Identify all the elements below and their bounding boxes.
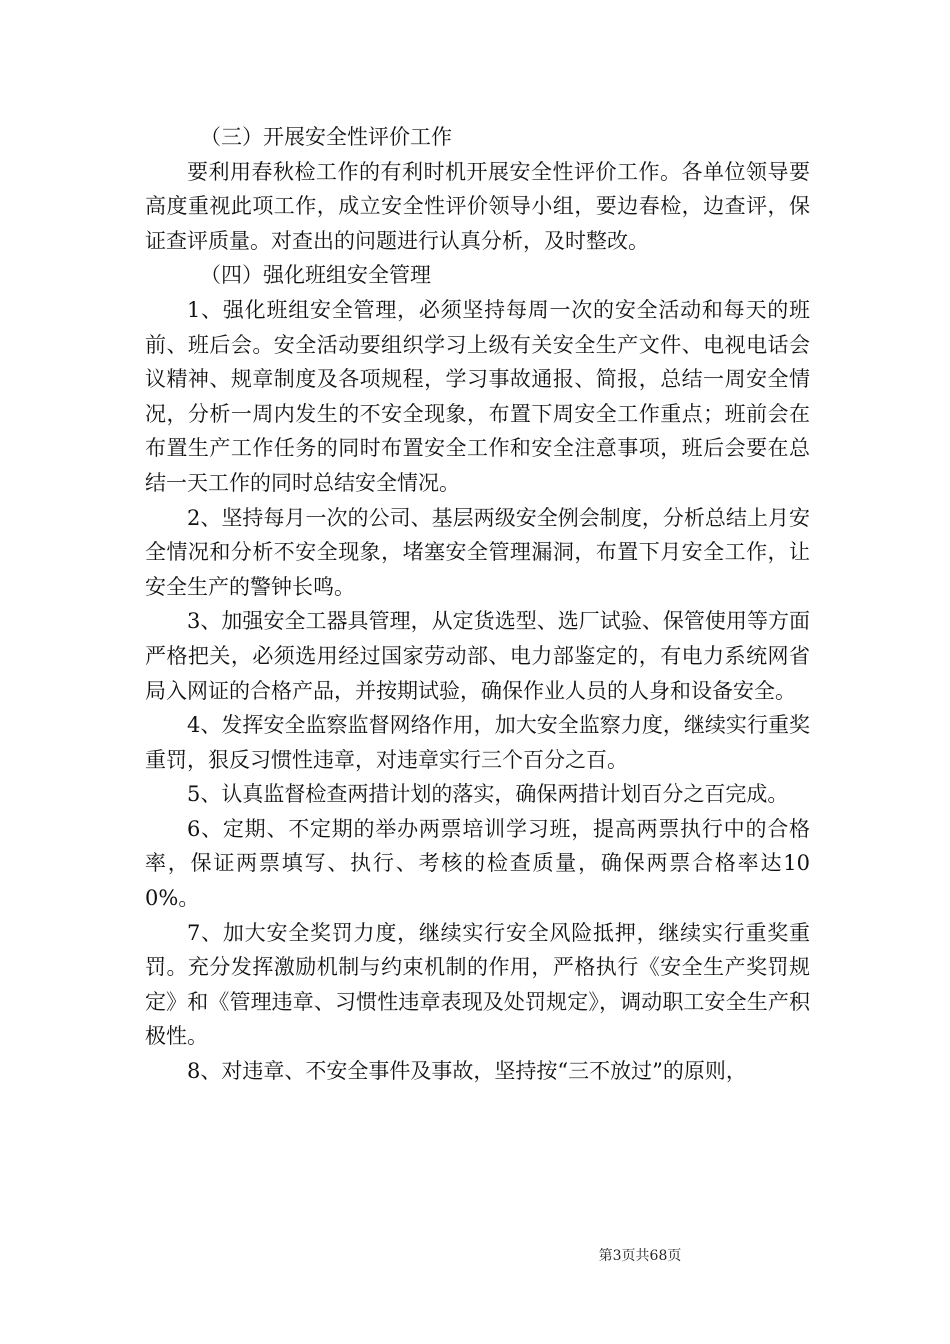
paragraph-item-2: 2、坚持每月一次的公司、基层两级安全例会制度，分析总结上月安全情况和分析不安全现象，堵塞安全管理漏洞，布置下月安全工作，让安全生产的警钟长鸣。 [145, 505, 810, 599]
paragraph-item-4: 4、发挥安全监察监督网络作用，加大安全监察力度，继续实行重奖重罚，狠反习惯性违章，对违章实行三个百分之百。 [145, 713, 810, 772]
paragraph-item-1: 1、强化班组安全管理，必须坚持每周一次的安全活动和每天的班前、班后会。安全活动要组织学习上级有关安全生产文件、电视电话会议精神、规章制度及各项规程，学习事故通报、简报，总结一周安全情况，分析一周内发生的不安全现象，布置下周安全工作重点；班前会在布置生产工作任务的同时布置安全工作和安全注意事项，班后会要在总结一天工作的同时总结安全情况。 [145, 297, 810, 495]
paragraph-item-3: 3、加强安全工器具管理，从定货选型、选厂试验、保管使用等方面严格把关，必须选用经过国家劳动部、电力部鉴定的，有电力系统网省局入网证的合格产品，并按期试验，确保作业人员的人身和设备安全。 [145, 609, 810, 703]
paragraph-item-6: 6、定期、不定期的举办两票培训学习班，提高两票执行中的合格率，保证两票填写、执行、考核的检查质量，确保两票合格率达100%。 [145, 816, 810, 911]
paragraph-safety-evaluation: 要利用春秋检工作的有利时机开展安全性评价工作。各单位领导要高度重视此项工作，成立安全性评价领导小组，要边春检，边查评，保证查评质量。对查出的问题进行认真分析，及时整改。 [145, 159, 810, 253]
page-number-footer: 第3页共68页 [598, 1248, 682, 1264]
section-heading-3: （三）开展安全性评价工作 [200, 125, 452, 149]
paragraph-item-8: 8、对违章、不安全事件及事故，坚持按“三不放过”的原则， [187, 1059, 747, 1084]
paragraph-item-7: 7、加大安全奖罚力度，继续实行安全风险抵押，继续实行重奖重罚。充分发挥激励机制与约束机制的作用，严格执行《安全生产奖罚规定》和《管理违章、习惯性违章表现及处罚规定》，调动职工安全生产积极性。 [145, 920, 810, 1049]
section-heading-4: （四）强化班组安全管理 [200, 263, 431, 288]
document-body [145, 120, 810, 1089]
paragraph-item-5: 5、认真监督检查两措计划的落实，确保两措计划百分之百完成。 [187, 782, 789, 807]
